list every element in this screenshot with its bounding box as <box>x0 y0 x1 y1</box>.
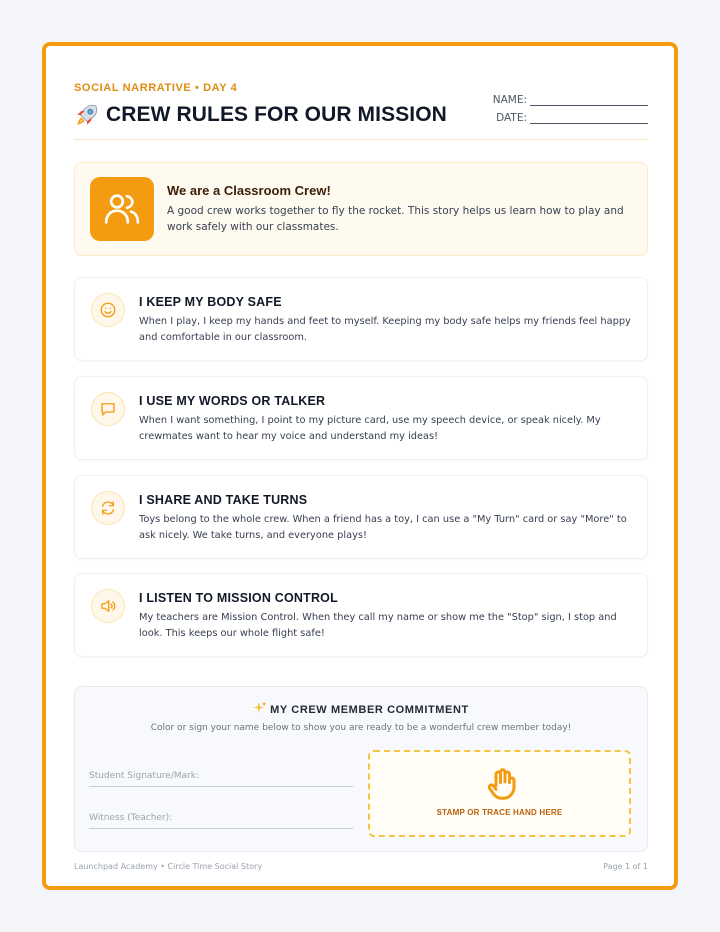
student-signature-field[interactable] <box>89 771 353 787</box>
rule-text: When I play, I keep my hands and feet to myself. Keeping my body safe helps my friends feel happy and comfortable in our classroom. <box>139 316 631 343</box>
name-label: NAME: <box>492 94 527 106</box>
rule-title: I LISTEN TO MISSION CONTROL <box>139 591 338 605</box>
commitment-title: MY CREW MEMBER COMMITMENT <box>270 704 469 716</box>
page-header <box>74 80 648 140</box>
commitment-section <box>74 686 648 852</box>
title-row <box>74 102 447 128</box>
witness-signature-field[interactable] <box>89 813 353 829</box>
rule-text: When I want something, I point to my picture card, use my speech device, or speak nicely. My crewmates want to hear my voice and understand my ideas! <box>139 415 601 442</box>
name-row <box>478 88 648 106</box>
page-kicker: SOCIAL NARRATIVE • DAY 4 <box>74 82 238 94</box>
commitment-subtitle: Color or sign your name below to show you are ready to be a wonderful crew member today! <box>150 723 572 733</box>
footer-school: Launchpad Academy • Circle Time Social Story <box>74 862 263 871</box>
rule-card-use-words <box>74 376 648 460</box>
intro-title: We are a Classroom Crew! <box>167 183 331 198</box>
intro-card <box>74 162 648 256</box>
page-title: CREW RULES FOR OUR MISSION <box>106 103 447 126</box>
student-signature-label: Student Signature/Mark: <box>89 771 199 781</box>
sparkles-icon <box>253 701 267 715</box>
rule-title: I USE MY WORDS OR TALKER <box>139 394 326 408</box>
intro-text: A good crew works together to fly the rocket. This story helps us learn how to play and work safely with our classmates. <box>167 205 624 233</box>
date-label: DATE: <box>496 112 527 124</box>
rule-card-share-turns <box>74 475 648 559</box>
speaker-icon <box>91 589 125 623</box>
rocket-icon <box>74 102 100 128</box>
refresh-icon <box>91 491 125 525</box>
date-row <box>478 106 648 124</box>
rule-text: Toys belong to the whole crew. When a friend has a toy, I can use a "My Turn" card or say "More" to ask nicely. We take turns, and everyone plays! <box>139 514 627 541</box>
worksheet-page <box>42 42 678 890</box>
footer-page-number: Page 1 of 1 <box>603 862 648 871</box>
hand-icon <box>484 766 520 802</box>
rule-title: I SHARE AND TAKE TURNS <box>139 493 308 507</box>
smile-icon <box>91 293 125 327</box>
name-date-block <box>478 88 648 124</box>
rule-card-body-safe <box>74 277 648 361</box>
name-field[interactable] <box>530 96 648 106</box>
rule-card-listen <box>74 573 648 657</box>
users-icon <box>90 177 154 241</box>
rule-title: I KEEP MY BODY SAFE <box>139 295 282 309</box>
witness-signature-label: Witness (Teacher): <box>89 813 173 823</box>
rule-text: My teachers are Mission Control. When they call my name or show me the "Stop" sign, I stop and look. This keeps our whole flight safe! <box>139 612 617 639</box>
hand-stamp-area[interactable] <box>368 750 631 837</box>
stamp-label: STAMP OR TRACE HAND HERE <box>436 808 563 817</box>
commitment-title-row <box>75 701 647 716</box>
date-field[interactable] <box>530 114 648 124</box>
speech-bubble-icon <box>91 392 125 426</box>
